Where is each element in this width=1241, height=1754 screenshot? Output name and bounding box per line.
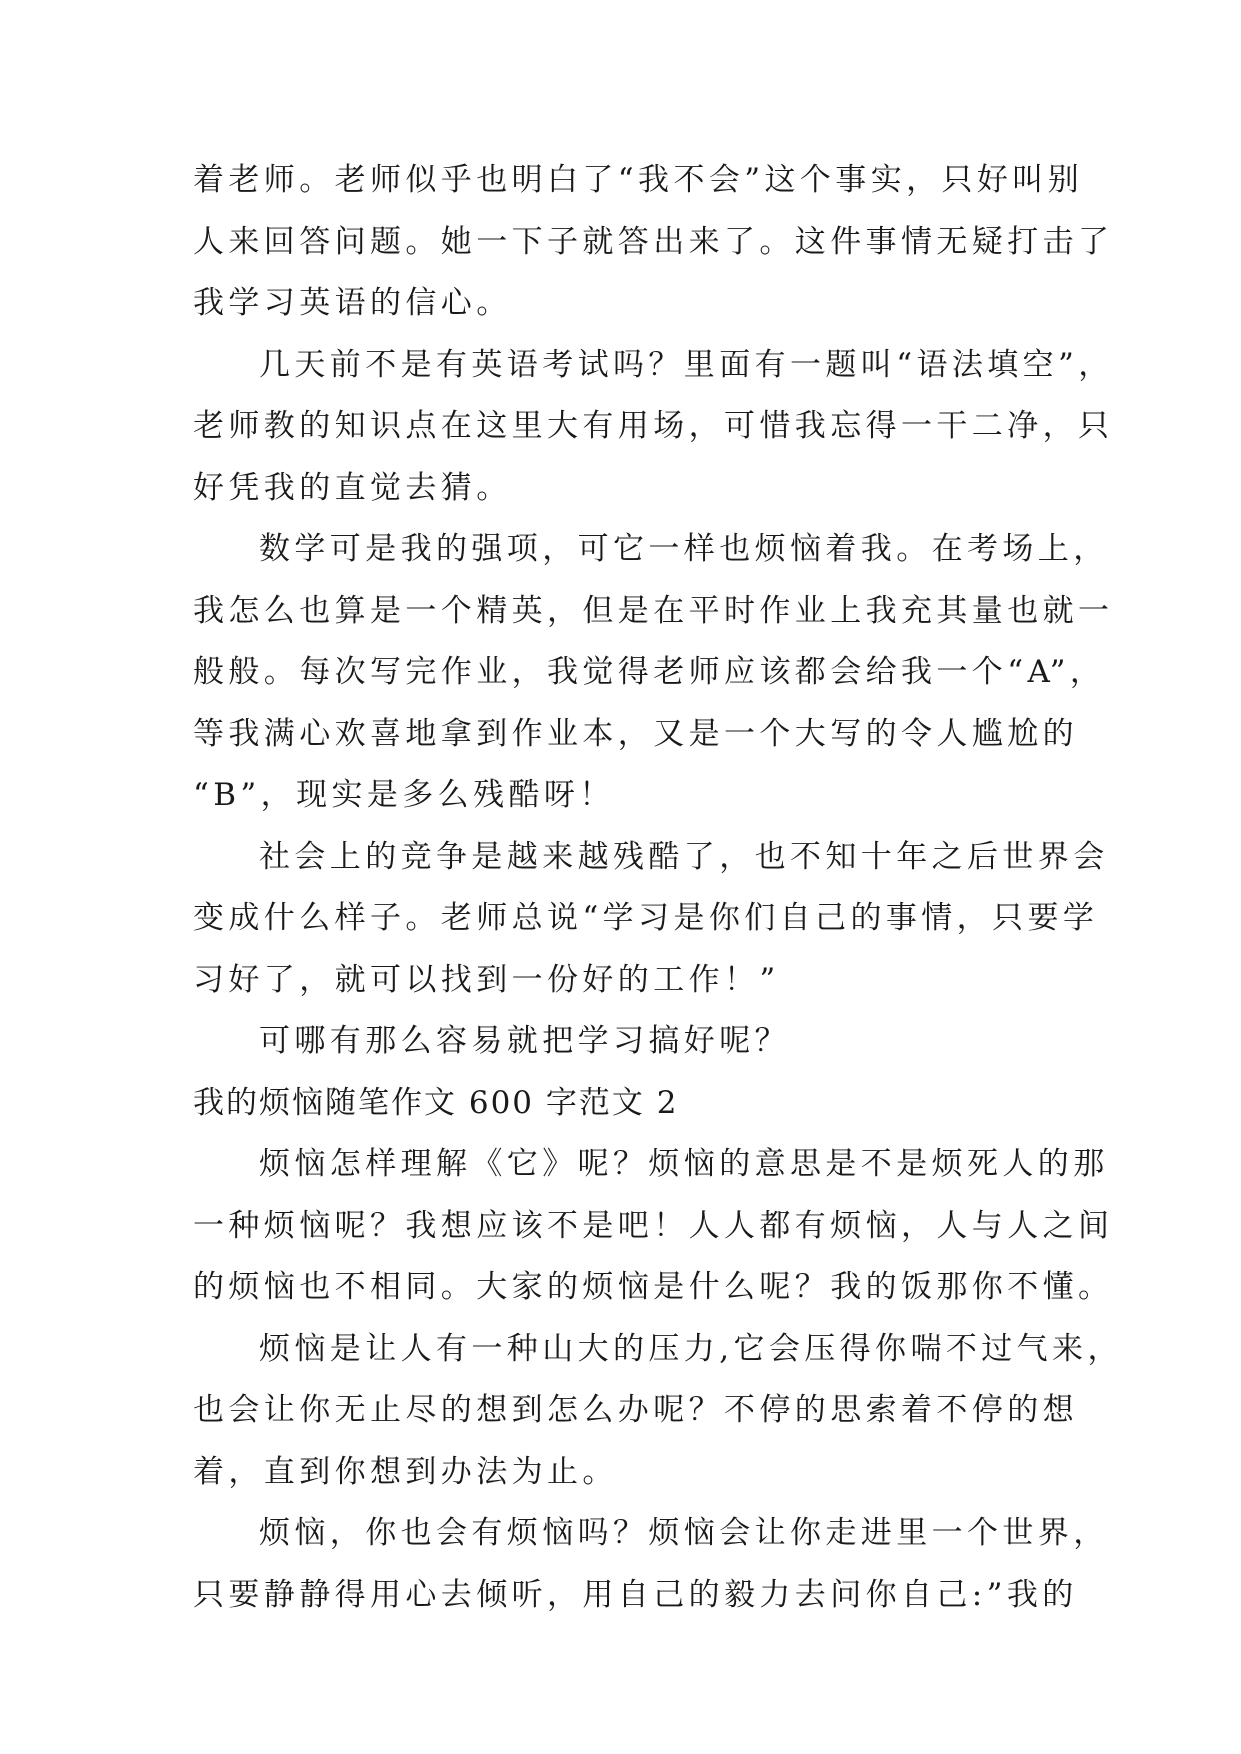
text-line: 我学习英语的信心。 [193,285,512,321]
paragraph-first-line: 几天前不是有英语考试吗？里面有一题叫“语法填空”， [259,346,1114,383]
paragraph-first-line: 烦恼，你也会有烦恼吗？烦恼会让你走进里一个世界， [259,1515,1109,1551]
text-line: 着，直到你想到办法为止。 [193,1453,618,1490]
text-line: 人来回答问题。她一下子就答出来了。这件事情无疑打击了 [193,223,1114,260]
text-line: 只要静静得用心去倾听，用自己的毅力去问你自己:”我的 [193,1576,1078,1613]
text-line: 的烦恼也不相同。大家的烦恼是什么呢？我的饭那你不懂。 [193,1269,1114,1305]
paragraph-first-line: 数学可是我的强项，可它一样也烦恼着我。在考场上， [259,531,1109,567]
text-line: 我怎么也算是一个精英，但是在平时作业上我充其量也就一 [193,592,1114,629]
text-line: 好凭我的直觉去猜。 [193,469,512,506]
text-line: 习好了，就可以找到一份好的工作！” [193,961,780,998]
paragraph-first-line: 可哪有那么容易就把学习搞好呢？ [259,1023,790,1059]
paragraph-first-line: 烦恼是让人有一种山大的压力,它会压得你喘不过气来， [259,1330,1123,1367]
text-line: 着老师。老师似乎也明白了“我不会”这个事实，只好叫别 [193,162,1084,198]
text-line: 般般。每次写完作业，我觉得老师应该都会给我一个“A”， [193,654,1106,690]
text-line: 老师教的知识点在这里大有用场，可惜我忘得一干二净，只 [193,408,1114,444]
text-line: 变成什么样子。老师总说“学习是你们自己的事情，只要学 [193,900,1099,936]
text-line: 一种烦恼呢？我想应该不是吧！人人都有烦恼，人与人之间 [193,1207,1114,1244]
text-line: 等我满心欢喜地拿到作业本，又是一个大写的令人尴尬的 [193,715,1078,752]
text-line: “B”，现实是多么残酷呀！ [193,777,615,813]
essay-body [193,150,1123,1626]
section-heading: 我的烦恼随笔作文 600 字范文 2 [193,1084,679,1121]
paragraph-first-line: 烦恼怎样理解《它》呢？烦恼的意思是不是烦死人的那 [259,1146,1109,1182]
text-line: 也会让你无止尽的想到怎么办呢？不停的思索着不停的想 [193,1392,1078,1428]
paragraph-first-line: 社会上的竞争是越来越残酷了，也不知十年之后世界会 [259,838,1109,875]
